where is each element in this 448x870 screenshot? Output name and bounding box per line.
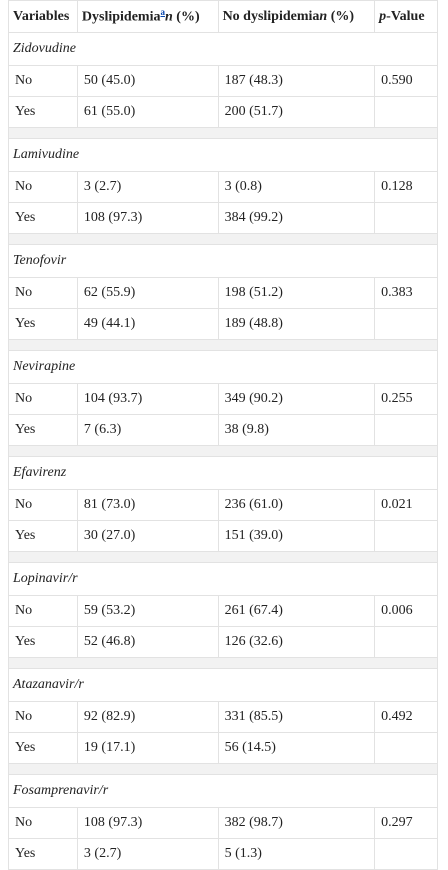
group-name: Fosamprenavir/r (9, 775, 438, 808)
spacer-cell (9, 552, 438, 563)
header-dyslipidemia-label: Dyslipidemia (81, 9, 161, 25)
spacer-cell (9, 128, 438, 139)
row-label: Yes (9, 415, 78, 446)
header-p-value (375, 1, 438, 33)
header-dyslipidemia (77, 1, 218, 33)
group-title-row (9, 245, 438, 278)
table-row (9, 278, 438, 309)
header-p: p (379, 8, 387, 24)
header-no-dyslipidemia-label: No dyslipidemia (222, 8, 320, 24)
group-name: Tenofovir (9, 245, 438, 278)
p-value: 0.255 (375, 384, 438, 415)
group-spacer (9, 128, 438, 139)
no-dyslipidemia-value: 189 (48.8) (218, 309, 375, 340)
row-label: Yes (9, 309, 78, 340)
group-spacer (9, 340, 438, 351)
dyslipidemia-value: 3 (2.7) (77, 839, 218, 870)
spacer-cell (9, 658, 438, 669)
group-title-row (9, 775, 438, 808)
header-n: n (164, 9, 173, 25)
drug-group (9, 669, 438, 775)
p-value (375, 203, 438, 234)
group-spacer (9, 658, 438, 669)
row-label: No (9, 808, 78, 839)
group-name: Lopinavir/r (9, 563, 438, 596)
group-title-row (9, 33, 438, 66)
row-label: No (9, 702, 78, 733)
p-value: 0.590 (375, 66, 438, 97)
header-no-dyslipidemia (218, 1, 375, 33)
group-spacer (9, 446, 438, 457)
table-row (9, 203, 438, 234)
group-name: Atazanavir/r (9, 669, 438, 702)
row-label: No (9, 66, 78, 97)
spacer-cell (9, 234, 438, 245)
table-row (9, 415, 438, 446)
row-label: No (9, 490, 78, 521)
no-dyslipidemia-value: 198 (51.2) (218, 278, 375, 309)
group-title-row (9, 563, 438, 596)
row-label: Yes (9, 733, 78, 764)
table-row (9, 490, 438, 521)
p-value: 0.297 (375, 808, 438, 839)
no-dyslipidemia-value: 5 (1.3) (218, 839, 375, 870)
header-pct: (%) (172, 9, 200, 25)
header-variables-label: Variables (13, 8, 70, 24)
table-row (9, 172, 438, 203)
group-title-row (9, 351, 438, 384)
dyslipidemia-value: 7 (6.3) (77, 415, 218, 446)
dyslipidemia-value: 30 (27.0) (77, 521, 218, 552)
dyslipidemia-value: 81 (73.0) (77, 490, 218, 521)
group-title-row (9, 669, 438, 702)
no-dyslipidemia-value: 331 (85.5) (218, 702, 375, 733)
dyslipidemia-value: 108 (97.3) (77, 203, 218, 234)
table-row (9, 702, 438, 733)
header-pct: (%) (327, 8, 355, 24)
group-spacer (9, 764, 438, 775)
p-value (375, 521, 438, 552)
group-title-row (9, 139, 438, 172)
p-value: 0.383 (375, 278, 438, 309)
table-row (9, 521, 438, 552)
no-dyslipidemia-value: 384 (99.2) (218, 203, 375, 234)
no-dyslipidemia-value: 261 (67.4) (218, 596, 375, 627)
dyslipidemia-table (8, 0, 438, 870)
group-title-row (9, 457, 438, 490)
group-name: Nevirapine (9, 351, 438, 384)
row-label: Yes (9, 521, 78, 552)
table-header (9, 1, 438, 33)
dyslipidemia-value: 61 (55.0) (77, 97, 218, 128)
p-value (375, 309, 438, 340)
dyslipidemia-value: 19 (17.1) (77, 733, 218, 764)
row-label: No (9, 278, 78, 309)
p-value (375, 415, 438, 446)
dyslipidemia-value: 3 (2.7) (77, 172, 218, 203)
p-value (375, 97, 438, 128)
no-dyslipidemia-value: 236 (61.0) (218, 490, 375, 521)
header-value: -Value (386, 8, 425, 24)
p-value: 0.128 (375, 172, 438, 203)
drug-group (9, 457, 438, 563)
footnote-link[interactable]: a (160, 7, 165, 18)
table-row (9, 97, 438, 128)
spacer-cell (9, 764, 438, 775)
p-value: 0.492 (375, 702, 438, 733)
no-dyslipidemia-value: 349 (90.2) (218, 384, 375, 415)
drug-group (9, 563, 438, 669)
table-row (9, 839, 438, 870)
p-value: 0.021 (375, 490, 438, 521)
group-spacer (9, 234, 438, 245)
dyslipidemia-value: 50 (45.0) (77, 66, 218, 97)
row-label: Yes (9, 203, 78, 234)
p-value (375, 733, 438, 764)
p-value (375, 839, 438, 870)
table-row (9, 309, 438, 340)
table-row (9, 627, 438, 658)
group-name: Efavirenz (9, 457, 438, 490)
no-dyslipidemia-value: 126 (32.6) (218, 627, 375, 658)
header-row (9, 1, 438, 33)
table-row (9, 808, 438, 839)
group-name: Zidovudine (9, 33, 438, 66)
row-label: No (9, 172, 78, 203)
spacer-cell (9, 340, 438, 351)
dyslipidemia-value: 62 (55.9) (77, 278, 218, 309)
row-label: No (9, 596, 78, 627)
no-dyslipidemia-value: 187 (48.3) (218, 66, 375, 97)
table-row (9, 596, 438, 627)
header-n: n (319, 8, 328, 24)
p-value: 0.006 (375, 596, 438, 627)
no-dyslipidemia-value: 151 (39.0) (218, 521, 375, 552)
row-label: Yes (9, 97, 78, 128)
group-spacer (9, 552, 438, 563)
dyslipidemia-value: 104 (93.7) (77, 384, 218, 415)
drug-group (9, 775, 438, 870)
table-row (9, 733, 438, 764)
table-row (9, 66, 438, 97)
no-dyslipidemia-value: 56 (14.5) (218, 733, 375, 764)
row-label: No (9, 384, 78, 415)
row-label: Yes (9, 627, 78, 658)
drug-group (9, 351, 438, 457)
no-dyslipidemia-value: 38 (9.8) (218, 415, 375, 446)
dyslipidemia-value: 49 (44.1) (77, 309, 218, 340)
p-value (375, 627, 438, 658)
dyslipidemia-value: 59 (53.2) (77, 596, 218, 627)
group-name: Lamivudine (9, 139, 438, 172)
no-dyslipidemia-value: 3 (0.8) (218, 172, 375, 203)
no-dyslipidemia-value: 200 (51.7) (218, 97, 375, 128)
dyslipidemia-value: 52 (46.8) (77, 627, 218, 658)
drug-group (9, 245, 438, 351)
dyslipidemia-value: 92 (82.9) (77, 702, 218, 733)
row-label: Yes (9, 839, 78, 870)
table-row (9, 384, 438, 415)
dyslipidemia-value: 108 (97.3) (77, 808, 218, 839)
drug-group (9, 139, 438, 245)
spacer-cell (9, 446, 438, 457)
header-variables (9, 1, 78, 33)
drug-group (9, 33, 438, 139)
no-dyslipidemia-value: 382 (98.7) (218, 808, 375, 839)
